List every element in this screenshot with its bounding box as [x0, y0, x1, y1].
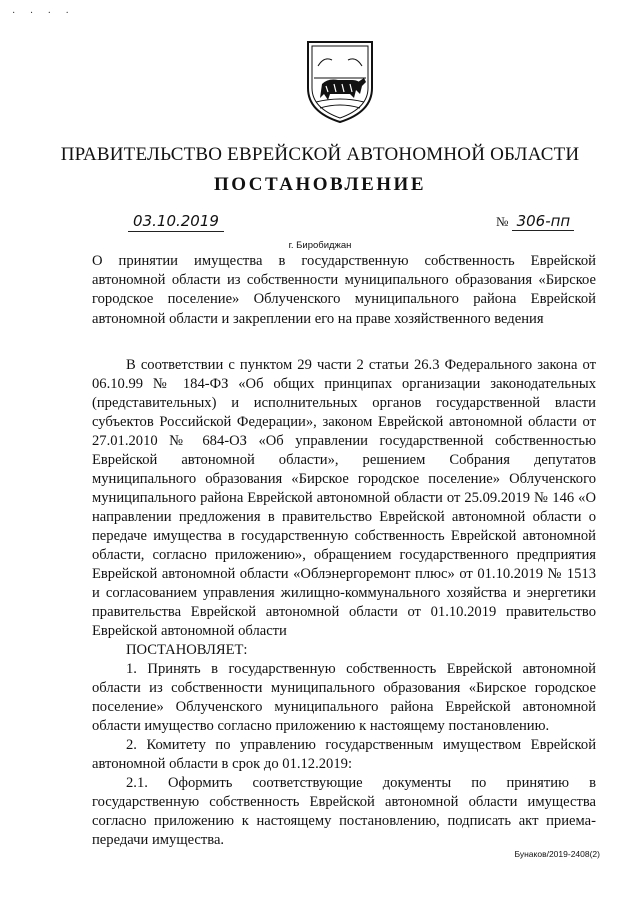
- document-date: 03.10.2019: [128, 212, 224, 232]
- preamble-paragraph: В соответствии с пунктом 29 части 2 статьи 26.3 Федерального закона от 06.10.99 № 184-ФЗ «Об общих принципах организации законодательных (представительных) и исполнительных органов государственной власти субъектов Российской Федерации», законом Еврейской автономной области от 27.01.2010 № 684-ОЗ «Об управлении государственной собственностью Еврейской автономной области», решением Собрания депутатов муниципального образования «Бирское городское поселение» Облученского муниципального района Еврейской автономной области от 25.09.2019 № 146 «О направлении предложения в правительство Еврейской автономной области о передаче имущества в государственную собственность Еврейской автономной области, согласно приложению», обращением государственного предприятия Еврейской автономной области «Облэнергоремонт плюс» от 01.10.2019 № 1513 и согласованием управления жилищно-коммунального хозяйства и энергетики правительства Еврейской автономной области от 01.10.2019 правительство Еврейской автономной области: [92, 357, 596, 639]
- number-sign: №: [496, 214, 509, 229]
- document-body: [92, 356, 596, 850]
- document-type: ПОСТАНОВЛЕНИЕ: [213, 174, 427, 195]
- document-number: 306-пп: [512, 212, 574, 231]
- coat-of-arms-icon: [300, 38, 380, 124]
- document-subject: О принятии имущества в государственную собственность Еврейской автономной области из собственности муниципального образования «Бирское городское поселение» Облученского муниципального района Еврейской автономной области и закреплении его на праве хозяйственного ведения: [92, 253, 596, 327]
- item-2-paragraph: 2. Комитету по управлению государственным имуществом Еврейской автономной области в срок до 01.12.2019:: [92, 737, 596, 772]
- city-label: г. Биробиджан: [288, 240, 352, 251]
- document-number-block: [496, 212, 574, 231]
- item-1-paragraph: 1. Принять в государственную собственность Еврейской автономной области из собственности муниципального образования «Бирское городское поселение» Облученского муниципального района Еврейской автономной области имущество согласно приложению к настоящему постановлению.: [92, 661, 596, 734]
- scan-artifact-dots: · · · ·: [12, 8, 75, 19]
- decree-word: ПОСТАНОВЛЯЕТ:: [126, 642, 248, 658]
- footer-reference: Бунаков/2019-2408(2): [514, 849, 600, 859]
- government-title: ПРАВИТЕЛЬСТВО ЕВРЕЙСКОЙ АВТОНОМНОЙ ОБЛАСТИ: [60, 144, 580, 165]
- item-2-1-paragraph: 2.1. Оформить соответствующие документы по принятию в государственную собственность Еврейской автономной области имущества согласно приложению к настоящему постановлению, подписать акт приема-передачи имущества.: [92, 775, 596, 848]
